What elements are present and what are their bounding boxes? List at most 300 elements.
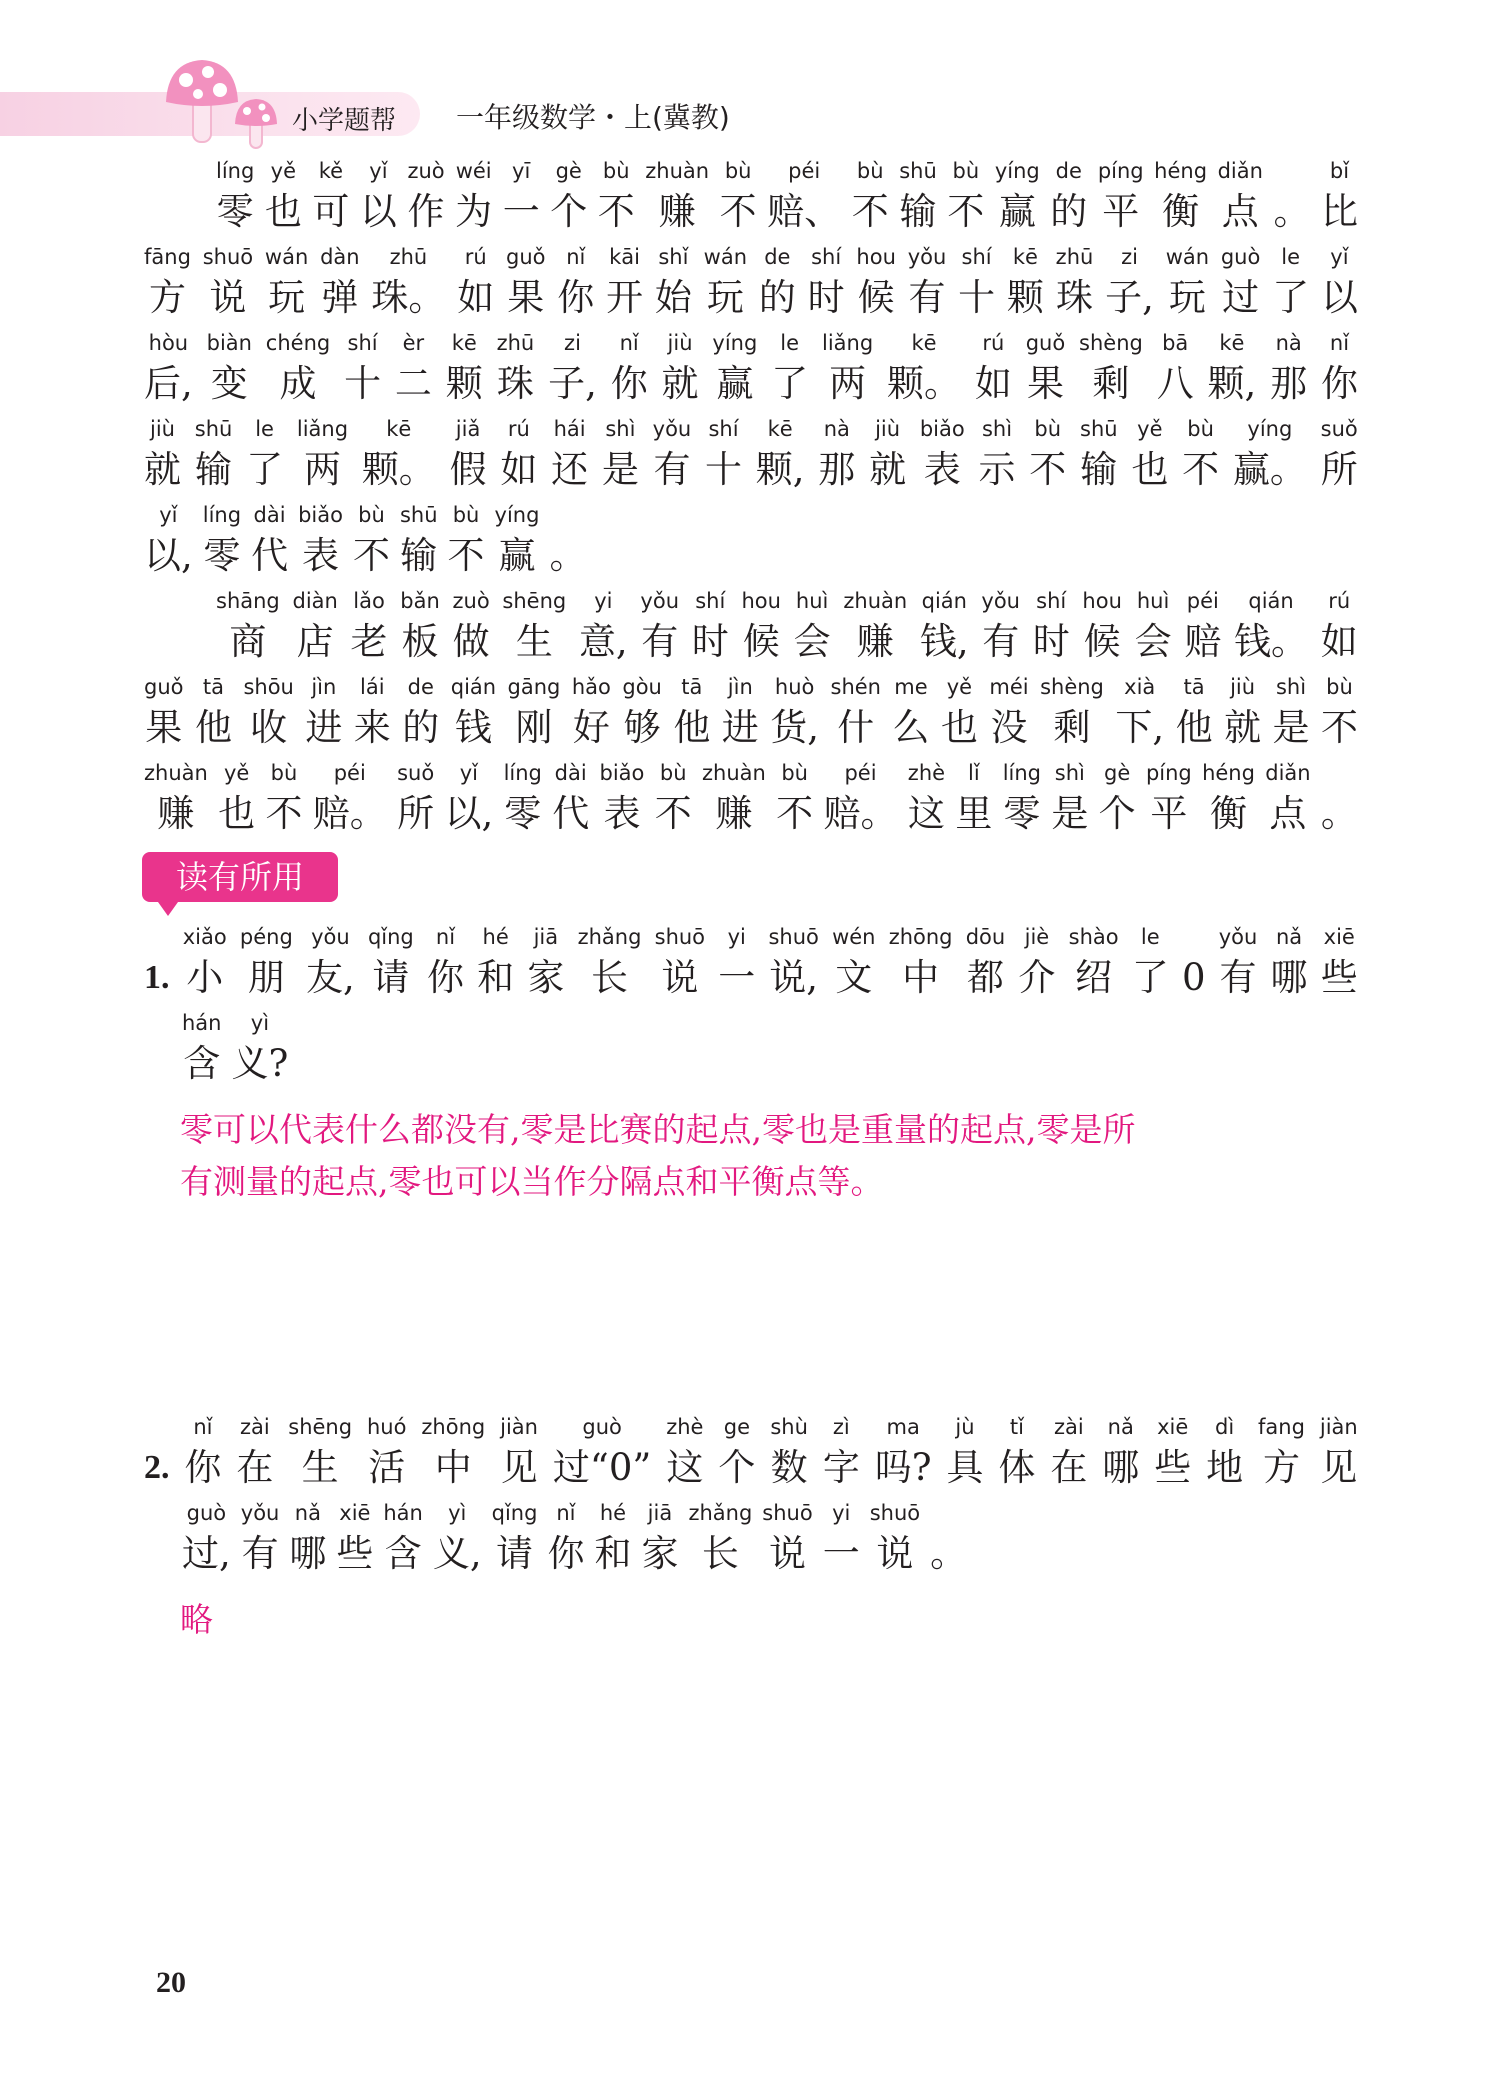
answer-1 bbox=[180, 1104, 1135, 1208]
pinyin: rú bbox=[982, 331, 1005, 355]
ruby-char bbox=[762, 1498, 812, 1580]
pinyin: shí bbox=[708, 417, 739, 441]
ruby-char bbox=[448, 500, 485, 582]
ruby-char bbox=[1050, 1412, 1087, 1494]
hanzi: 候 bbox=[742, 620, 780, 663]
ruby-char bbox=[955, 758, 992, 840]
ruby-char bbox=[1202, 758, 1255, 840]
pinyin: zhū bbox=[389, 245, 428, 269]
ruby-char bbox=[243, 672, 293, 754]
pinyin: yǒu bbox=[981, 589, 1020, 613]
pinyin: yíng bbox=[712, 331, 758, 355]
pinyin: jiā bbox=[647, 1501, 673, 1525]
ruby-char bbox=[852, 156, 889, 238]
ruby-char bbox=[1157, 328, 1194, 410]
question-line bbox=[144, 1004, 1358, 1090]
pinyin: píng bbox=[1145, 761, 1192, 785]
pinyin: shuō bbox=[869, 1501, 921, 1525]
ruby-char bbox=[320, 242, 360, 324]
hanzi: 赚 bbox=[658, 190, 696, 233]
pinyin: bù bbox=[1187, 417, 1214, 441]
pinyin: gòu bbox=[622, 675, 662, 699]
pinyin: yī bbox=[512, 159, 531, 183]
hanzi: 个 bbox=[1098, 792, 1136, 835]
pinyin: yě bbox=[223, 761, 250, 785]
ruby-char bbox=[1176, 672, 1213, 754]
ruby-char bbox=[207, 328, 252, 410]
paragraph bbox=[144, 152, 1358, 582]
pinyin: jiàn bbox=[1319, 1415, 1358, 1439]
ruby-char bbox=[1321, 156, 1358, 238]
hanzi: 有 bbox=[241, 1532, 279, 1575]
ruby-char bbox=[1182, 414, 1219, 496]
ruby-char bbox=[756, 414, 805, 496]
pinyin: le bbox=[1140, 925, 1160, 949]
ruby-char bbox=[1026, 328, 1066, 410]
hanzi: 就 bbox=[1224, 706, 1262, 749]
hanzi: 货, bbox=[770, 706, 820, 749]
pinyin: jiù bbox=[150, 417, 175, 441]
ruby-char bbox=[508, 672, 561, 754]
question-1-lines bbox=[144, 918, 1358, 1090]
hanzi: 方 bbox=[148, 276, 186, 319]
ruby-char bbox=[718, 1412, 755, 1494]
pinyin: péi bbox=[844, 761, 877, 785]
pinyin: liǎng bbox=[296, 417, 349, 441]
pinyin: shāng bbox=[216, 589, 280, 613]
hanzi: 果 bbox=[1026, 362, 1064, 405]
book-title: 一年级数学・上(冀教) bbox=[456, 101, 730, 134]
pinyin: huó bbox=[367, 1415, 407, 1439]
question-number bbox=[144, 922, 170, 1004]
hanzi: 还 bbox=[551, 448, 589, 491]
hanzi: 过 bbox=[1222, 276, 1260, 319]
pinyin: fang bbox=[1258, 1415, 1305, 1439]
ruby-char bbox=[920, 414, 965, 496]
hanzi: 始 bbox=[654, 276, 692, 319]
ruby-char bbox=[655, 922, 705, 1004]
ruby-char bbox=[433, 1498, 482, 1580]
hanzi: 你 bbox=[1321, 362, 1358, 405]
hanzi: 你 bbox=[547, 1532, 585, 1575]
ruby-char bbox=[947, 1412, 984, 1494]
ruby-char bbox=[184, 1412, 221, 1494]
hanzi: 进 bbox=[305, 706, 343, 749]
ruby-char bbox=[768, 922, 818, 1004]
hanzi: 朋 bbox=[247, 956, 285, 999]
ruby-char bbox=[360, 156, 397, 238]
pinyin: yíng bbox=[494, 503, 540, 527]
hanzi: 候 bbox=[1083, 620, 1121, 663]
pinyin: méi bbox=[989, 675, 1029, 699]
ruby-char bbox=[397, 758, 434, 840]
hanzi: 颗 bbox=[445, 362, 483, 405]
hanzi: 也 bbox=[940, 706, 978, 749]
ruby-char bbox=[297, 414, 348, 496]
pinyin: jìn bbox=[311, 675, 337, 699]
pinyin: yǒu bbox=[240, 1501, 280, 1525]
ruby-char bbox=[1099, 758, 1136, 840]
pinyin: de bbox=[407, 675, 434, 699]
ruby-char bbox=[1056, 242, 1094, 324]
ruby-char bbox=[1321, 586, 1358, 668]
ruby-char bbox=[770, 1412, 808, 1494]
hanzi: 弹 bbox=[321, 276, 359, 319]
hanzi: 。 bbox=[549, 534, 587, 577]
hanzi: 八 bbox=[1156, 362, 1194, 405]
hanzi: 为 bbox=[455, 190, 493, 233]
hanzi: 文 bbox=[835, 956, 873, 999]
hanzi: 说 bbox=[768, 1532, 806, 1575]
hanzi: 钱。 bbox=[1234, 620, 1309, 663]
ruby-char bbox=[477, 922, 514, 1004]
ruby-char bbox=[767, 156, 841, 238]
hanzi: 店 bbox=[296, 620, 334, 663]
ruby-char bbox=[1218, 156, 1263, 238]
ruby-char bbox=[655, 758, 692, 840]
pinyin: wán bbox=[1165, 245, 1210, 269]
hanzi: 了 bbox=[771, 362, 809, 405]
hanzi: 没 bbox=[990, 706, 1028, 749]
pinyin: gè bbox=[555, 159, 582, 183]
hanzi: 好 bbox=[572, 706, 610, 749]
hanzi: 十 bbox=[958, 276, 996, 319]
hanzi: 了 bbox=[1131, 956, 1169, 999]
hanzi: 平 bbox=[1102, 190, 1140, 233]
pinyin: shuō bbox=[654, 925, 706, 949]
hanzi: 体 bbox=[998, 1446, 1036, 1489]
ruby-char bbox=[920, 586, 969, 668]
pinyin: shū bbox=[1080, 417, 1118, 441]
hanzi: 表 bbox=[603, 792, 641, 835]
ruby-char bbox=[1224, 672, 1261, 754]
ruby-char bbox=[312, 156, 349, 238]
hanzi: 刚 bbox=[515, 706, 553, 749]
hanzi: 所 bbox=[397, 792, 435, 835]
answer-line: 有测量的起点,零也可以当作分隔点和平衡点等。 bbox=[180, 1162, 884, 1201]
ruby-char bbox=[673, 672, 710, 754]
ruby-char bbox=[500, 414, 537, 496]
ruby-char bbox=[457, 242, 494, 324]
pinyin: héng bbox=[1154, 159, 1208, 183]
ruby-char bbox=[298, 500, 343, 582]
hanzi: 不 bbox=[719, 190, 757, 233]
pinyin: dài bbox=[554, 761, 587, 785]
pinyin: biǎo bbox=[919, 417, 965, 441]
ruby-char bbox=[1082, 586, 1121, 668]
pinyin: hòu bbox=[148, 331, 189, 355]
ruby-char bbox=[718, 922, 755, 1004]
pinyin: zi bbox=[564, 331, 581, 355]
ruby-char bbox=[265, 242, 308, 324]
pinyin: yǐ bbox=[159, 503, 178, 527]
pinyin: de bbox=[764, 245, 791, 269]
pinyin: yǒu bbox=[907, 245, 947, 269]
pinyin: kē bbox=[1219, 331, 1245, 355]
pinyin: jiàn bbox=[500, 1415, 538, 1439]
ruby-char bbox=[653, 414, 692, 496]
ruby-char bbox=[216, 156, 254, 238]
pinyin: nǎ bbox=[294, 1501, 321, 1525]
hanzi: 子, bbox=[548, 362, 597, 405]
pinyin: liǎng bbox=[821, 331, 874, 355]
ruby-char bbox=[856, 242, 895, 324]
ruby-char bbox=[808, 242, 845, 324]
hanzi: 这 bbox=[666, 1446, 704, 1489]
ruby-char bbox=[446, 328, 483, 410]
hanzi: 他 bbox=[1175, 706, 1213, 749]
pinyin: guò bbox=[1220, 245, 1261, 269]
hanzi: 说, bbox=[769, 956, 819, 999]
pinyin: diǎn bbox=[1265, 761, 1311, 785]
ruby-char bbox=[958, 242, 995, 324]
page-number: 20 bbox=[156, 1966, 186, 1999]
pinyin: hán bbox=[383, 1501, 423, 1525]
ruby-char bbox=[1208, 328, 1257, 410]
pinyin: diǎn bbox=[1217, 159, 1263, 183]
pinyin: kē bbox=[1012, 245, 1038, 269]
ruby-char bbox=[232, 1008, 289, 1090]
ruby-char bbox=[144, 500, 193, 582]
ruby-char bbox=[1271, 922, 1308, 1004]
hanzi: 子, bbox=[1105, 276, 1154, 319]
pinyin: tā bbox=[1183, 675, 1205, 699]
ruby-char bbox=[497, 328, 535, 410]
hanzi: 也 bbox=[1131, 448, 1169, 491]
ruby-char bbox=[1166, 242, 1209, 324]
ruby-char bbox=[503, 156, 540, 238]
hanzi: 字 bbox=[822, 1446, 860, 1489]
pinyin: héng bbox=[1202, 761, 1255, 785]
ruby-char bbox=[1131, 414, 1168, 496]
ruby-char bbox=[557, 242, 594, 324]
hanzi: 。 bbox=[930, 1532, 968, 1575]
ruby-char bbox=[1115, 672, 1164, 754]
ruby-char bbox=[500, 1412, 538, 1494]
hanzi: 如 bbox=[974, 362, 1012, 405]
ruby-char bbox=[975, 328, 1012, 410]
pinyin: bù bbox=[724, 159, 752, 183]
ruby-char bbox=[947, 156, 984, 238]
hanzi: 就 bbox=[869, 448, 907, 491]
ruby-char bbox=[144, 328, 193, 410]
pinyin: biǎo bbox=[298, 503, 343, 527]
pinyin: xiǎo bbox=[182, 925, 227, 949]
pinyin: bù bbox=[452, 503, 480, 527]
hanzi: 输 bbox=[195, 448, 233, 491]
hanzi: 的 bbox=[758, 276, 796, 319]
hanzi: 颗 bbox=[1006, 276, 1044, 319]
hanzi: 不 bbox=[1029, 448, 1067, 491]
pinyin: kē bbox=[451, 331, 477, 355]
hanzi: 十 bbox=[344, 362, 382, 405]
hanzi: 会 bbox=[793, 620, 831, 663]
pinyin: nǐ bbox=[619, 331, 639, 355]
pinyin: kāi bbox=[609, 245, 641, 269]
ruby-char bbox=[367, 1412, 406, 1494]
hanzi: 不 bbox=[447, 534, 485, 577]
pinyin: yi bbox=[594, 589, 613, 613]
hanzi: 你 bbox=[184, 1446, 222, 1489]
hanzi: 输 bbox=[400, 534, 438, 577]
hanzi: 中 bbox=[902, 956, 940, 999]
hanzi: 具 bbox=[946, 1446, 984, 1489]
ruby-char bbox=[1320, 1412, 1358, 1494]
ruby-char bbox=[354, 672, 391, 754]
pinyin: dōu bbox=[965, 925, 1006, 949]
hanzi: 代 bbox=[251, 534, 289, 577]
ruby-char bbox=[892, 672, 929, 754]
pinyin: nǎ bbox=[1107, 1415, 1134, 1439]
hanzi: 不 bbox=[851, 190, 889, 233]
ruby-char bbox=[989, 672, 1028, 754]
ruby-char bbox=[692, 586, 729, 668]
hanzi: 颗。 bbox=[361, 448, 436, 491]
ruby-char bbox=[1146, 758, 1192, 840]
hanzi: 示 bbox=[978, 448, 1016, 491]
hanzi: 赔、 bbox=[767, 190, 842, 233]
pinyin: shǐ bbox=[658, 245, 689, 269]
pinyin: zì bbox=[832, 1415, 850, 1439]
pinyin: kě bbox=[318, 159, 344, 183]
ruby-char bbox=[941, 672, 978, 754]
hanzi: 就 bbox=[661, 362, 699, 405]
pinyin: me bbox=[894, 675, 928, 699]
pinyin: shuō bbox=[202, 245, 254, 269]
ruby-char bbox=[606, 242, 643, 324]
pinyin: bù bbox=[270, 761, 298, 785]
hanzi: 颗, bbox=[755, 448, 805, 491]
hanzi: 哪 bbox=[1102, 1446, 1140, 1489]
question-line bbox=[144, 1408, 1358, 1494]
brand-name: 小学题帮 bbox=[292, 106, 397, 136]
ruby-char bbox=[218, 758, 255, 840]
ruby-char bbox=[823, 758, 897, 840]
hanzi: 你 bbox=[610, 362, 648, 405]
hanzi: 家 bbox=[641, 1532, 679, 1575]
pinyin: bù bbox=[1034, 417, 1062, 441]
pinyin: de bbox=[1055, 159, 1082, 183]
ruby-char bbox=[552, 758, 589, 840]
pinyin: bǎn bbox=[400, 589, 440, 613]
pinyin: hou bbox=[741, 589, 781, 613]
ruby-char bbox=[1029, 414, 1066, 496]
pinyin: nà bbox=[1275, 331, 1302, 355]
ruby-char bbox=[875, 1412, 932, 1494]
hanzi: 义, bbox=[432, 1532, 482, 1575]
hanzi: 下, bbox=[1115, 706, 1165, 749]
ruby-char bbox=[551, 414, 588, 496]
pinyin: nǐ bbox=[435, 925, 456, 949]
hanzi: 你 bbox=[557, 276, 595, 319]
hanzi: 赢 bbox=[998, 190, 1036, 233]
ruby-char bbox=[240, 922, 293, 1004]
ruby-char bbox=[1182, 922, 1206, 1004]
hanzi: 和 bbox=[594, 1532, 632, 1575]
hanzi: 些 bbox=[336, 1532, 374, 1575]
hanzi: 零 bbox=[504, 792, 542, 835]
hanzi: 过, bbox=[182, 1532, 231, 1575]
pinyin: shuō bbox=[768, 925, 819, 949]
pinyin: bǐ bbox=[1329, 159, 1350, 183]
hanzi: 生 bbox=[515, 620, 553, 663]
ruby-char bbox=[1040, 672, 1104, 754]
ruby-char bbox=[495, 500, 540, 582]
reading-text bbox=[144, 152, 1358, 840]
hanzi: 含 bbox=[183, 1042, 221, 1085]
ruby-char bbox=[144, 758, 208, 840]
ruby-char bbox=[572, 672, 611, 754]
pinyin: jìn bbox=[727, 675, 753, 699]
ruby-char bbox=[995, 156, 1040, 238]
hanzi: 钱 bbox=[454, 706, 492, 749]
pinyin: huì bbox=[795, 589, 829, 613]
hanzi: 方 bbox=[1262, 1446, 1300, 1489]
pinyin: fāng bbox=[144, 245, 191, 269]
ruby-char bbox=[195, 672, 232, 754]
hanzi: 时 bbox=[807, 276, 845, 319]
pinyin: píng bbox=[1097, 159, 1144, 183]
hanzi: 玩 bbox=[268, 276, 306, 319]
ruby-char bbox=[407, 156, 444, 238]
hanzi: 了 bbox=[1272, 276, 1310, 319]
ruby-char bbox=[195, 414, 233, 496]
hanzi: 比 bbox=[1320, 190, 1358, 233]
hanzi: 么 bbox=[892, 706, 930, 749]
pinyin: gāng bbox=[507, 675, 561, 699]
ruby-char bbox=[578, 922, 642, 1004]
pinyin: shí bbox=[347, 331, 378, 355]
paragraph bbox=[144, 582, 1358, 840]
hanzi: 也 bbox=[218, 792, 256, 835]
ruby-char bbox=[451, 672, 496, 754]
ruby-char bbox=[144, 414, 181, 496]
ruby-char bbox=[662, 328, 699, 410]
ruby-char bbox=[1265, 758, 1310, 840]
ruby-char bbox=[598, 156, 635, 238]
ruby-char bbox=[579, 586, 628, 668]
hanzi: 中 bbox=[434, 1446, 472, 1489]
ruby-char bbox=[492, 1498, 538, 1580]
ruby-char bbox=[371, 242, 445, 324]
hanzi: 板 bbox=[401, 620, 439, 663]
ruby-char bbox=[704, 242, 747, 324]
ruby-char bbox=[246, 414, 283, 496]
ruby-char bbox=[183, 922, 227, 1004]
pinyin: bù bbox=[659, 761, 687, 785]
ruby-char bbox=[899, 156, 937, 238]
hanzi: 一 bbox=[822, 1532, 860, 1575]
hanzi: 假 bbox=[449, 448, 487, 491]
pinyin: yǐ bbox=[1330, 245, 1349, 269]
pinyin: rú bbox=[1328, 589, 1351, 613]
ruby-char bbox=[1135, 586, 1172, 668]
ruby-char bbox=[266, 328, 330, 410]
ruby-char bbox=[1069, 922, 1119, 1004]
ruby-char bbox=[453, 586, 490, 668]
ruby-char bbox=[421, 1412, 485, 1494]
pinyin: shuō bbox=[762, 1501, 813, 1525]
hanzi: 钱, bbox=[919, 620, 969, 663]
ruby-char bbox=[611, 328, 648, 410]
pinyin: zuò bbox=[407, 159, 445, 183]
hanzi: 什 bbox=[837, 706, 875, 749]
ruby-char bbox=[776, 758, 813, 840]
pinyin: nǐ bbox=[1329, 331, 1350, 355]
ruby-char bbox=[241, 1498, 280, 1580]
pinyin: shào bbox=[1068, 925, 1119, 949]
hanzi: 一 bbox=[718, 956, 756, 999]
